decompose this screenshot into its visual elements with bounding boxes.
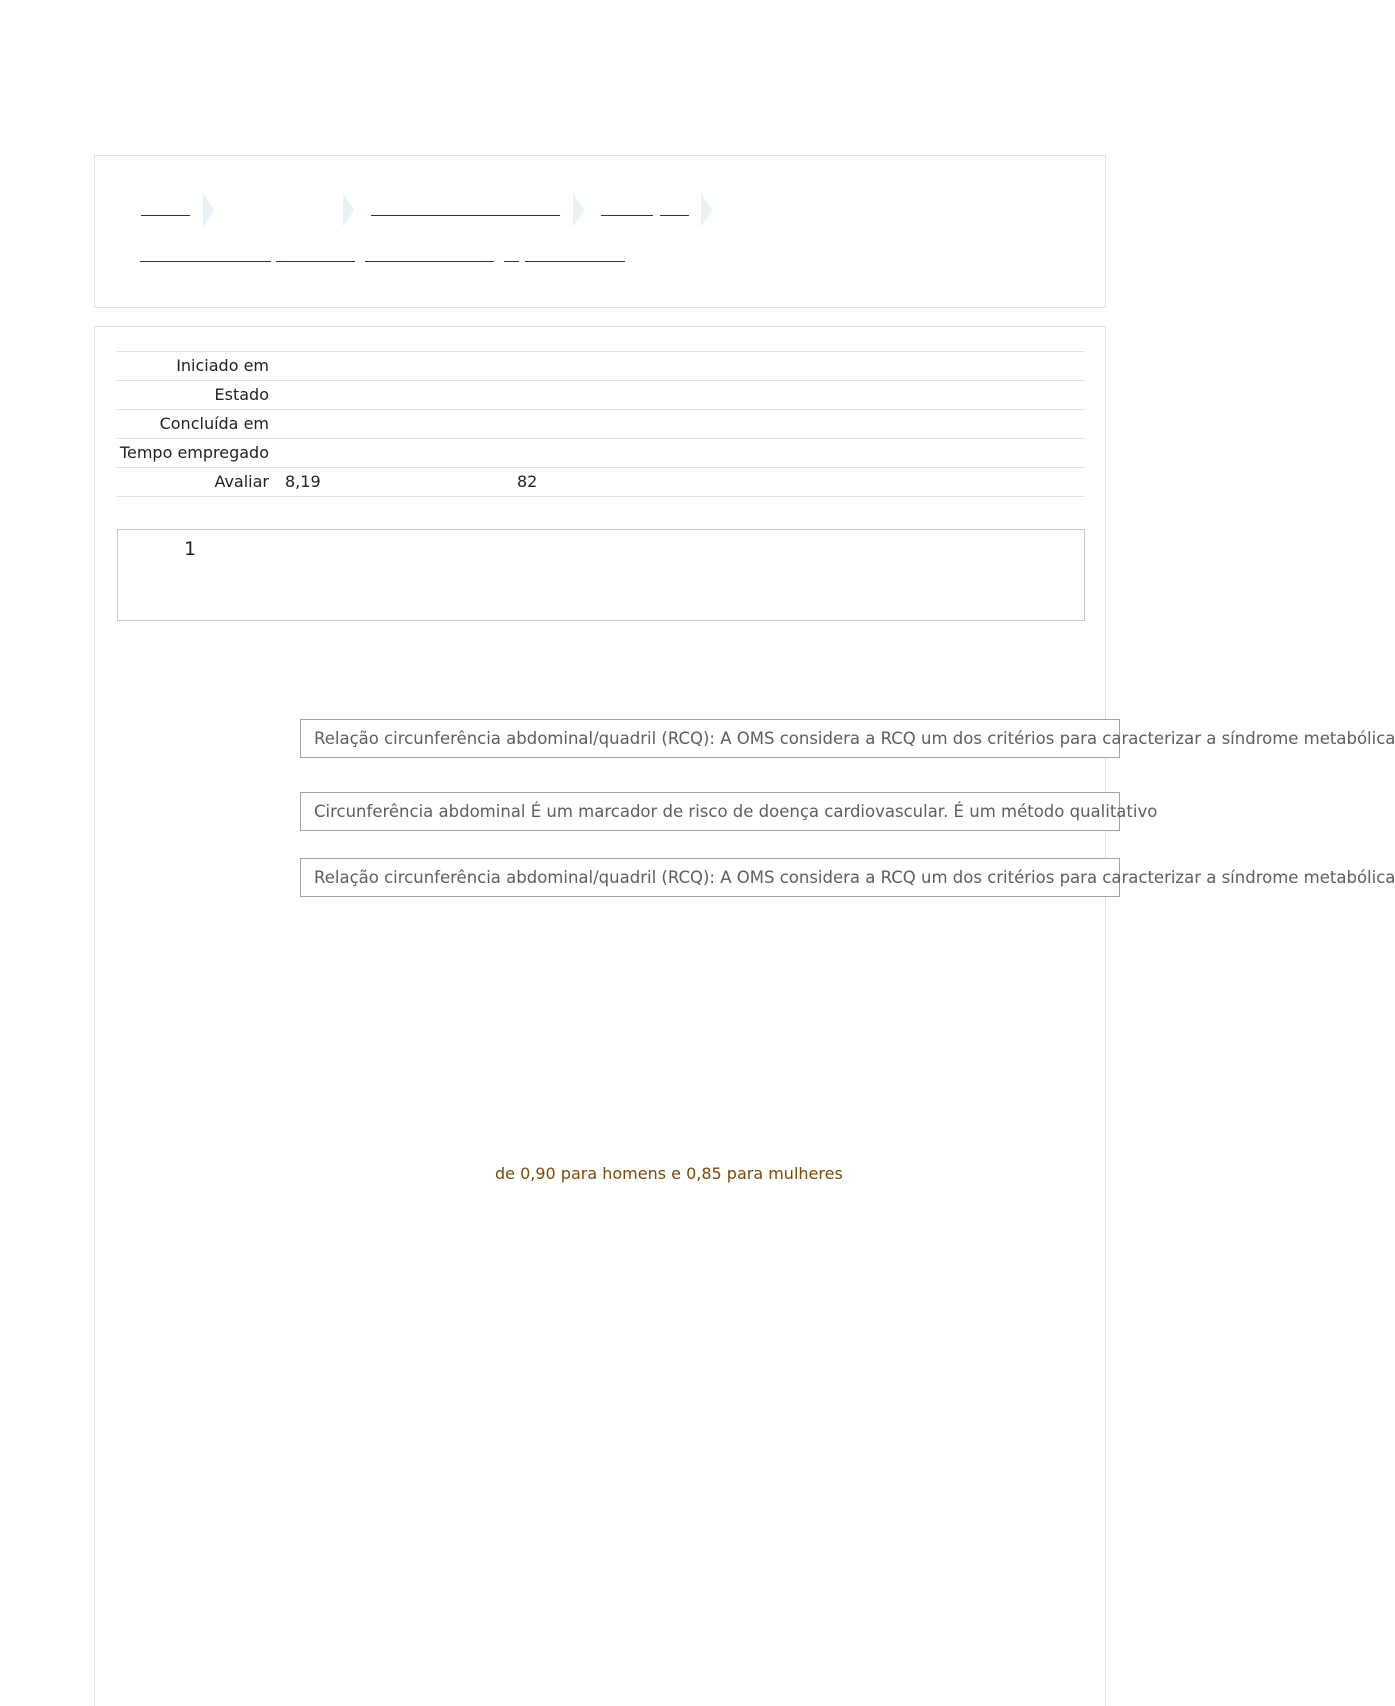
- summary-value: [269, 468, 1085, 497]
- summary-row-started: [117, 352, 1085, 381]
- attempt-summary-table: [117, 351, 1085, 497]
- breadcrumb-link-section-part[interactable]: [660, 215, 689, 216]
- quiz-review-card: [94, 326, 1395, 1706]
- summary-label: Tempo empregado: [119, 443, 269, 462]
- summary-label: Iniciado em: [176, 356, 269, 375]
- breadcrumb-link-home[interactable]: [141, 215, 190, 216]
- summary-row-state: [117, 381, 1085, 410]
- summary-value: [269, 381, 1085, 410]
- breadcrumb-link-review[interactable]: [365, 261, 494, 262]
- breadcrumb-link-attempt[interactable]: [525, 261, 625, 262]
- breadcrumb-link-course[interactable]: [371, 215, 560, 216]
- answer-select[interactable]: Circunferência abdominal É um marcador de risco de doença cardiovascular. É um método qualitativo: [300, 792, 1120, 831]
- breadcrumb-separator-icon: [343, 193, 354, 227]
- summary-row-grade: [117, 468, 1085, 497]
- breadcrumb-separator-icon: [203, 193, 214, 227]
- breadcrumb: [94, 155, 1106, 308]
- feedback-correct-answer: de 0,90 para homens e 0,85 para mulheres: [495, 1164, 843, 1183]
- grade-value: 8,19: [285, 472, 321, 491]
- summary-value: [269, 410, 1085, 439]
- breadcrumb-link-review-dash[interactable]: [504, 261, 519, 262]
- breadcrumb-link-quiz[interactable]: [140, 261, 271, 262]
- answer-select[interactable]: Relação circunferência abdominal/quadril (RCQ): A OMS considera a RCQ um dos critérios para caracterizar a síndrome metabólica: [300, 719, 1120, 758]
- summary-label: Estado: [214, 385, 269, 404]
- grade-secondary-value: 82: [517, 472, 538, 491]
- breadcrumb-separator-icon: [701, 193, 712, 227]
- summary-label: Avaliar: [214, 472, 269, 491]
- quiz-navigation: [117, 529, 1085, 621]
- answer-select[interactable]: Relação circunferência abdominal/quadril (RCQ): A OMS considera a RCQ um dos critérios para caracterizar a síndrome metabólica: [300, 858, 1120, 897]
- summary-value: [269, 352, 1085, 381]
- summary-value: [269, 439, 1085, 468]
- breadcrumb-separator-icon: [573, 193, 584, 227]
- question-nav-button[interactable]: 1: [184, 538, 197, 560]
- summary-row-completed: [117, 410, 1085, 439]
- summary-row-time-taken: [117, 439, 1085, 468]
- breadcrumb-link-quiz-part[interactable]: [276, 261, 355, 262]
- summary-label: Concluída em: [159, 414, 269, 433]
- breadcrumb-link-section[interactable]: [601, 215, 653, 216]
